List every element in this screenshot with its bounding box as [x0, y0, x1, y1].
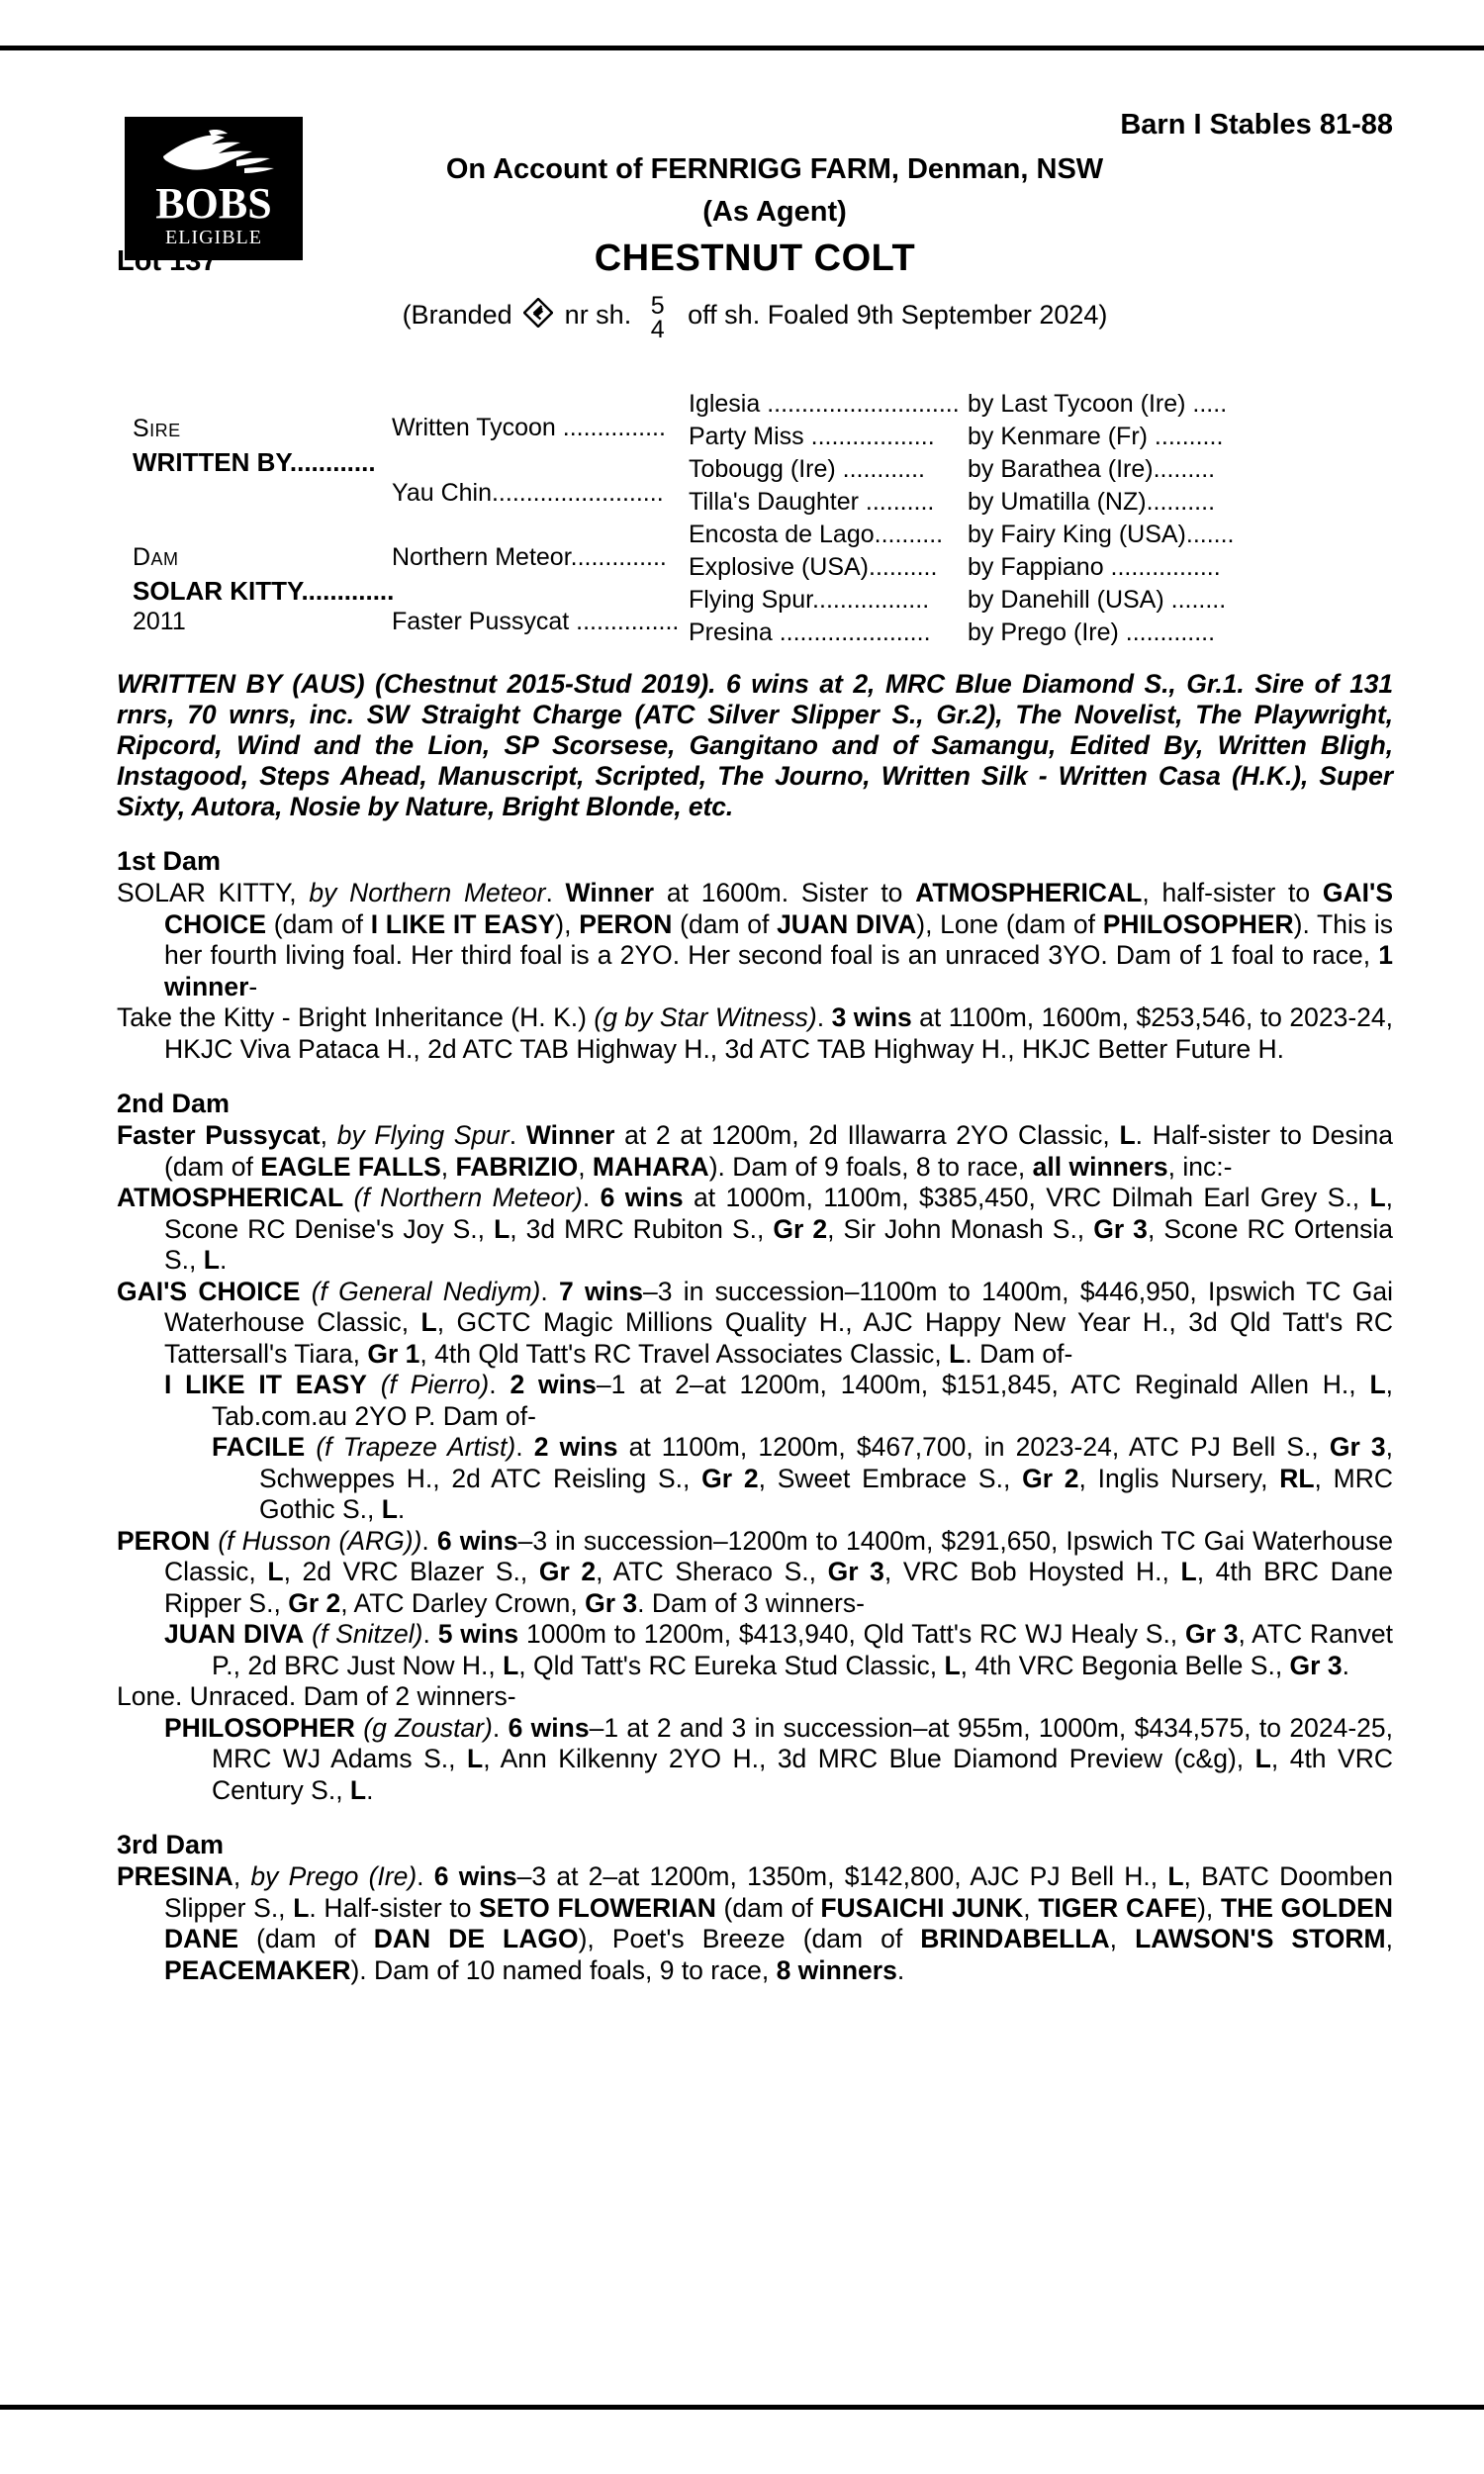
- rel-brindabella: BRINDABELLA: [920, 1924, 1110, 1953]
- brand-number-stack: [651, 294, 665, 341]
- progeny-wins: 5 wins: [437, 1619, 519, 1649]
- gg-by: by Umatilla (NZ)..........: [968, 488, 1216, 516]
- rel-lawsons-storm: LAWSON'S STORM: [1135, 1924, 1386, 1953]
- grade-marker: Gr 3: [1184, 1619, 1239, 1649]
- second-dam-by: by Flying Spur: [336, 1120, 510, 1150]
- branded-line: [117, 292, 1393, 343]
- listed-marker: L: [1119, 1120, 1136, 1150]
- first-dam-progeny-row: Take the Kitty - Bright Inheritance (H. K.) (g by Star Witness). 3 wins at 1100m, 1600m, $253,546, to 2023-24, HKJC Viva Pataca H., 2d ATC TAB Highway H., 3d ATC TAB Highway H., HKJC Better Future H.: [117, 1002, 1393, 1064]
- progeny-wins: 2 wins: [533, 1432, 618, 1462]
- progeny-entry: ATMOSPHERICAL (f Northern Meteor). 6 wins at 1000m, 1100m, $385,450, VRC Dilmah Earl Grey S., L, Scone RC Denise's Joy S., L, 3d MRC Rubiton S., Gr 2, Sir John Monash S., Gr 3, Scone RC Ortensia S., L.: [117, 1183, 1393, 1275]
- progeny-record: at 1100m, 1600m, $253,546, to 2023-24, HKJC Viva Pataca H., 2d ATC TAB Highway H., 3d ATC TAB Highway H., HKJC Better Future H.: [164, 1002, 1393, 1064]
- progeny-name: ATMOSPHERICAL: [117, 1183, 344, 1212]
- rel-tiger-cafe: TIGER CAFE: [1038, 1892, 1198, 1923]
- progeny-name: GAI'S CHOICE: [117, 1276, 301, 1306]
- progeny-sire: (f Snitzel): [312, 1619, 423, 1649]
- greatgrandparent-row: [689, 488, 1393, 517]
- second-dam-winner: Winner: [525, 1120, 615, 1150]
- progeny-wins: 3 wins: [831, 1002, 912, 1032]
- first-dam-by: by Northern Meteor: [309, 878, 546, 907]
- first-dam-heading: 1st Dam: [117, 846, 222, 876]
- gg-name: Tilla's Daughter ..........: [689, 488, 935, 516]
- grade-marker: Gr 3: [827, 1557, 884, 1586]
- bottom-rule: [0, 2405, 1484, 2410]
- grade-marker: L: [420, 1307, 437, 1337]
- grandparent-2: Yau Chin.........................: [392, 479, 664, 507]
- grade-marker: L: [267, 1557, 284, 1586]
- grade-marker: Gr 2: [701, 1463, 759, 1493]
- progeny-sire: (g Zoustar): [363, 1712, 493, 1743]
- gg-name: Encosta de Lago..........: [689, 521, 944, 548]
- second-dam-paragraph: Faster Pussycat, by Flying Spur. Winner at 2 at 1200m, 2d Illawarra 2YO Classic, L. Half-sister to Desina (dam of EAGLE FALLS, FABRIZIO, MAHARA). Dam of 9 foals, 8 to race, all winners, inc:-: [117, 1120, 1393, 1182]
- listed-marker: L: [293, 1892, 310, 1923]
- sire-description: WRITTEN BY (AUS) (Chestnut 2015-Stud 2019). 6 wins at 2, MRC Blue Diamond S., Gr.1. Sire of 131 rnrs, 70 wnrs, inc. SW Straight Charge (ATC Silver Slipper S., Gr.2), The Novelist, The Playwright, Ripcord, Wind and the Lion, SP Scorsese, Gangitano and of Samangu, Edited By, Written Bligh, Instagood, Steps Ahead, Manuscript, Scripted, The Journo, Written Silk - Written Casa (H.K.), Super Sixty, Autora, Nosie by Nature, Bright Blonde, etc.: [117, 669, 1393, 821]
- sire-block: [133, 412, 376, 479]
- branded-prefix: (Branded: [402, 300, 512, 331]
- progeny-name: Take the Kitty - Bright Inheritance (H. K.): [117, 1002, 595, 1032]
- progeny-sire: (f General Nediym): [311, 1276, 541, 1306]
- branded-suffix: off sh. Foaled 9th September 2024): [688, 300, 1108, 331]
- progeny-entry: GAI'S CHOICE (f General Nediym). 7 wins–3 in succession–1100m to 1400m, $446,950, Ipswich TC Gai Waterhouse Classic, L, GCTC Magic Millions Quality H., AJC Happy New Year H., 3d Qld Tatt's RC Tattersall's Tiara, Gr 1, 4th Qld Tatt's RC Travel Associates Classic, L. Dam of-: [117, 1276, 1393, 1369]
- gg-name: Flying Spur.................: [689, 586, 930, 614]
- progeny-name: FACILE: [212, 1432, 306, 1462]
- progeny-wins: 2 wins: [510, 1370, 597, 1399]
- progeny-entry: I LIKE IT EASY (f Pierro). 2 wins–1 at 2–at 1200m, 1400m, $151,845, ATC Reginald Allen H., L, Tab.com.au 2YO P. Dam of-: [164, 1370, 1393, 1431]
- progeny-name: JUAN DIVA: [164, 1619, 305, 1649]
- grade-marker: L: [494, 1213, 510, 1244]
- greatgrandparent-row: [689, 455, 1393, 484]
- progeny-sire: (f Pierro): [380, 1370, 490, 1399]
- first-dam-text: at 1600m. Sister to: [654, 878, 916, 907]
- grade-marker: Gr 2: [1022, 1463, 1079, 1493]
- grade-marker: L: [203, 1245, 220, 1275]
- greatgrandparent-row: [689, 521, 1393, 549]
- progeny-sire: (f Husson (ARG)): [218, 1525, 422, 1556]
- page-content: [117, 99, 1393, 1986]
- gg-by: by Kenmare (Fr) ..........: [968, 423, 1224, 450]
- gg-name: Explosive (USA)..........: [689, 553, 938, 581]
- gg-name: Iglesia ............................: [689, 390, 960, 418]
- page-header: [117, 99, 1393, 343]
- progeny-name: PERON: [117, 1525, 211, 1556]
- second-dam-progeny-list: [117, 1183, 1393, 1681]
- gg-by: by Barathea (Ire).........: [968, 455, 1216, 483]
- grade-marker: L: [949, 1338, 966, 1369]
- grade-marker: Gr 1: [367, 1338, 420, 1369]
- grade-marker: RL: [1279, 1463, 1315, 1493]
- grade-marker: L: [944, 1650, 961, 1680]
- third-dam-paragraph: PRESINA, by Prego (Ire). 6 wins–3 at 2–at 1200m, 1350m, $142,800, AJC PJ Bell H., L, BATC Doomben Slipper S., L. Half-sister to SETO FLOWERIAN (dam of FUSAICHI JUNK, TIGER CAFE), THE GOLDEN DANE (dam of DAN DE LAGO), Poet's Breeze (dam of BRINDABELLA, LAWSON'S STORM, PEACEMAKER). Dam of 10 named foals, 9 to race, 8 winners.: [117, 1861, 1394, 1985]
- rel-peacemaker: PEACEMAKER: [164, 1954, 351, 1985]
- rel-philosopher: PHILOSOPHER: [1102, 908, 1294, 939]
- grade-marker: Gr 3: [1093, 1213, 1148, 1244]
- rel-eagle-falls: EAGLE FALLS: [260, 1151, 441, 1182]
- gg-by: by Prego (Ire) .............: [968, 618, 1216, 646]
- gg-by: by Last Tycoon (Ire) .....: [968, 390, 1228, 418]
- lone-line: Lone. Unraced. Dam of 2 winners-: [117, 1681, 516, 1711]
- greatgrandparent-row: [689, 618, 1393, 647]
- branded-near-side: nr sh.: [564, 300, 632, 331]
- rel-the-golden-dane: THE GOLDEN DANE: [164, 1892, 1393, 1953]
- dam-block: [133, 540, 394, 636]
- rel-dan-de-lago: DAN DE LAGO: [373, 1924, 579, 1953]
- grade-marker: Gr 2: [538, 1557, 597, 1586]
- rel-mahara: MAHARA: [592, 1151, 709, 1182]
- grandparent-3: Northern Meteor..............: [392, 543, 667, 571]
- gg-name: Party Miss ..................: [689, 423, 935, 450]
- bobs-eligible-subtext: ELIGIBLE: [165, 227, 262, 248]
- diamond-e-brand-icon: [523, 298, 553, 334]
- grandparent-1: Written Tycoon ...............: [392, 414, 666, 441]
- gg-by: by Fappiano ................: [968, 553, 1221, 581]
- grade-marker: Gr 2: [773, 1213, 828, 1244]
- brand-number-top: 5: [650, 292, 665, 320]
- all-winners-marker: all winners: [1032, 1151, 1168, 1182]
- grade-marker: L: [1180, 1557, 1197, 1586]
- grandparent-4: Faster Pussycat ...............: [392, 608, 680, 635]
- dam-name: SOLAR KITTY.............: [133, 576, 395, 606]
- grade-marker: L: [349, 1774, 367, 1805]
- grade-marker: Gr 2: [288, 1587, 341, 1618]
- one-winner-count: 1 winner: [164, 940, 1393, 1001]
- third-dam-name: PRESINA: [117, 1861, 233, 1891]
- rel-atmospherical: ATMOSPHERICAL: [915, 878, 1143, 907]
- progeny-name: I LIKE IT EASY: [164, 1370, 367, 1399]
- greatgrandparent-row: [689, 390, 1393, 419]
- as-agent-text: (As Agent): [702, 196, 847, 228]
- dam-year: 2011: [133, 608, 186, 635]
- progeny-entry: FACILE (f Trapeze Artist). 2 wins at 1100m, 1200m, $467,700, in 2023-24, ATC PJ Bell S., Gr 3, Schweppes H., 2d ATC Reisling S., Gr 2, Sweet Embrace S., Gr 2, Inglis Nursery, RL, MRC Gothic S., L.: [212, 1432, 1394, 1524]
- grade-marker: Gr 3: [1329, 1432, 1386, 1462]
- progeny-entry: PHILOSOPHER (g Zoustar). 6 wins–1 at 2 and 3 in succession–at 955m, 1000m, $434,575, to 2024-25, MRC WJ Adams S., L, Ann Kilkenny 2YO H., 3d MRC Blue Diamond Preview (c&g), L, 4th VRC Century S., L.: [164, 1712, 1393, 1805]
- rel-juan-diva: JUAN DIVA: [777, 908, 917, 939]
- grade-marker: L: [1369, 1183, 1386, 1212]
- rel-fusaichi-junk: FUSAICHI JUNK: [820, 1892, 1024, 1923]
- progeny-wins: 7 wins: [559, 1276, 643, 1306]
- barn-stables-text: Barn I Stables 81-88: [1120, 109, 1393, 141]
- bobs-wordmark: BOBS: [155, 179, 272, 228]
- grade-marker: Gr 3: [1289, 1650, 1343, 1680]
- third-dam-wins: 6 wins: [433, 1861, 517, 1891]
- gg-name: Tobougg (Ire) ............: [689, 455, 925, 483]
- grade-marker: L: [381, 1494, 398, 1524]
- greatgrandparent-row: [689, 586, 1393, 615]
- first-dam-winner: Winner: [565, 878, 655, 907]
- on-account-of-text: On Account of FERNRIGG FARM, Denman, NSW: [445, 153, 1104, 185]
- rel-peron: PERON: [579, 908, 673, 939]
- listed-marker: L: [1167, 1861, 1184, 1891]
- third-dam-heading: 3rd Dam: [117, 1830, 225, 1859]
- progeny-sire: (f Northern Meteor): [353, 1183, 583, 1212]
- pedigree-table: [117, 390, 1393, 657]
- rel-fabrizio: FABRIZIO: [455, 1151, 579, 1182]
- brand-number-bottom: 4: [650, 316, 665, 343]
- progeny-name: PHILOSOPHER: [164, 1712, 355, 1743]
- rel-seto-flowerian: SETO FLOWERIAN: [479, 1892, 716, 1923]
- greatgrandparent-row: [689, 553, 1393, 582]
- second-dam-name: Faster Pussycat: [117, 1120, 321, 1150]
- progeny-sire: (g by Star Witness): [594, 1002, 817, 1032]
- page-title: CHESTNUT COLT: [594, 238, 916, 279]
- grade-marker: L: [1254, 1744, 1271, 1773]
- progeny-wins: 6 wins: [436, 1525, 518, 1556]
- lot-number: Lot 137: [117, 245, 218, 277]
- rel-i-like-it-easy: I LIKE IT EASY: [370, 908, 556, 939]
- gg-by: by Fairy King (USA).......: [968, 521, 1235, 548]
- gg-name: Presina ......................: [689, 618, 931, 646]
- dam-label: Dam: [133, 543, 179, 571]
- philosopher-entry: [117, 1713, 1393, 1807]
- gg-by: by Danehill (USA) ........: [968, 586, 1227, 614]
- sire-name: WRITTEN BY............: [133, 447, 376, 477]
- progeny-wins: 6 wins: [600, 1183, 684, 1212]
- greatgrandparent-row: [689, 423, 1393, 451]
- progeny-entry: PERON (f Husson (ARG)). 6 wins–3 in succession–1200m to 1400m, $291,650, Ipswich TC Gai Waterhouse Classic, L, 2d VRC Blazer S., Gr 2, ATC Sheraco S., Gr 3, VRC Bob Hoysted H., L, 4th BRC Dane Ripper S., Gr 2, ATC Darley Crown, Gr 3. Dam of 3 winners-: [117, 1525, 1394, 1618]
- eight-winners-marker: 8 winners: [776, 1954, 897, 1985]
- grade-marker: L: [467, 1744, 484, 1773]
- second-dam-heading: 2nd Dam: [117, 1089, 231, 1118]
- progeny-sire: (f Trapeze Artist): [316, 1432, 516, 1462]
- top-rule: [0, 46, 1484, 50]
- grade-marker: L: [1369, 1370, 1386, 1399]
- grade-marker: L: [503, 1650, 519, 1680]
- sire-label: Sire: [133, 415, 181, 442]
- grade-marker: Gr 3: [585, 1587, 638, 1618]
- third-dam-by: by Prego (Ire): [250, 1861, 417, 1891]
- progeny-wins: 6 wins: [508, 1712, 590, 1743]
- first-dam-name: SOLAR KITTY: [117, 878, 290, 907]
- progeny-entry: JUAN DIVA (f Snitzel). 5 wins 1000m to 1200m, $413,940, Qld Tatt's RC WJ Healy S., Gr 3, ATC Ranvet P., 2d BRC Just Now H., L, Qld Tatt's RC Eureka Stud Classic, L, 4th VRC Begonia Belle S., Gr 3.: [164, 1619, 1393, 1680]
- first-dam-paragraph: SOLAR KITTY, by Northern Meteor. Winner at 1600m. Sister to ATMOSPHERICAL, half-sister to GAI'S CHOICE (dam of I LIKE IT EASY), PERON (dam of JUAN DIVA), Lone (dam of PHILOSOPHER). This is her fourth living foal. Her third foal is a 2YO. Her second foal is an unraced 3YO. Dam of 1 foal to race, 1 winner-: [117, 878, 1393, 1001]
- rel-gais-choice: GAI'S CHOICE: [164, 878, 1393, 939]
